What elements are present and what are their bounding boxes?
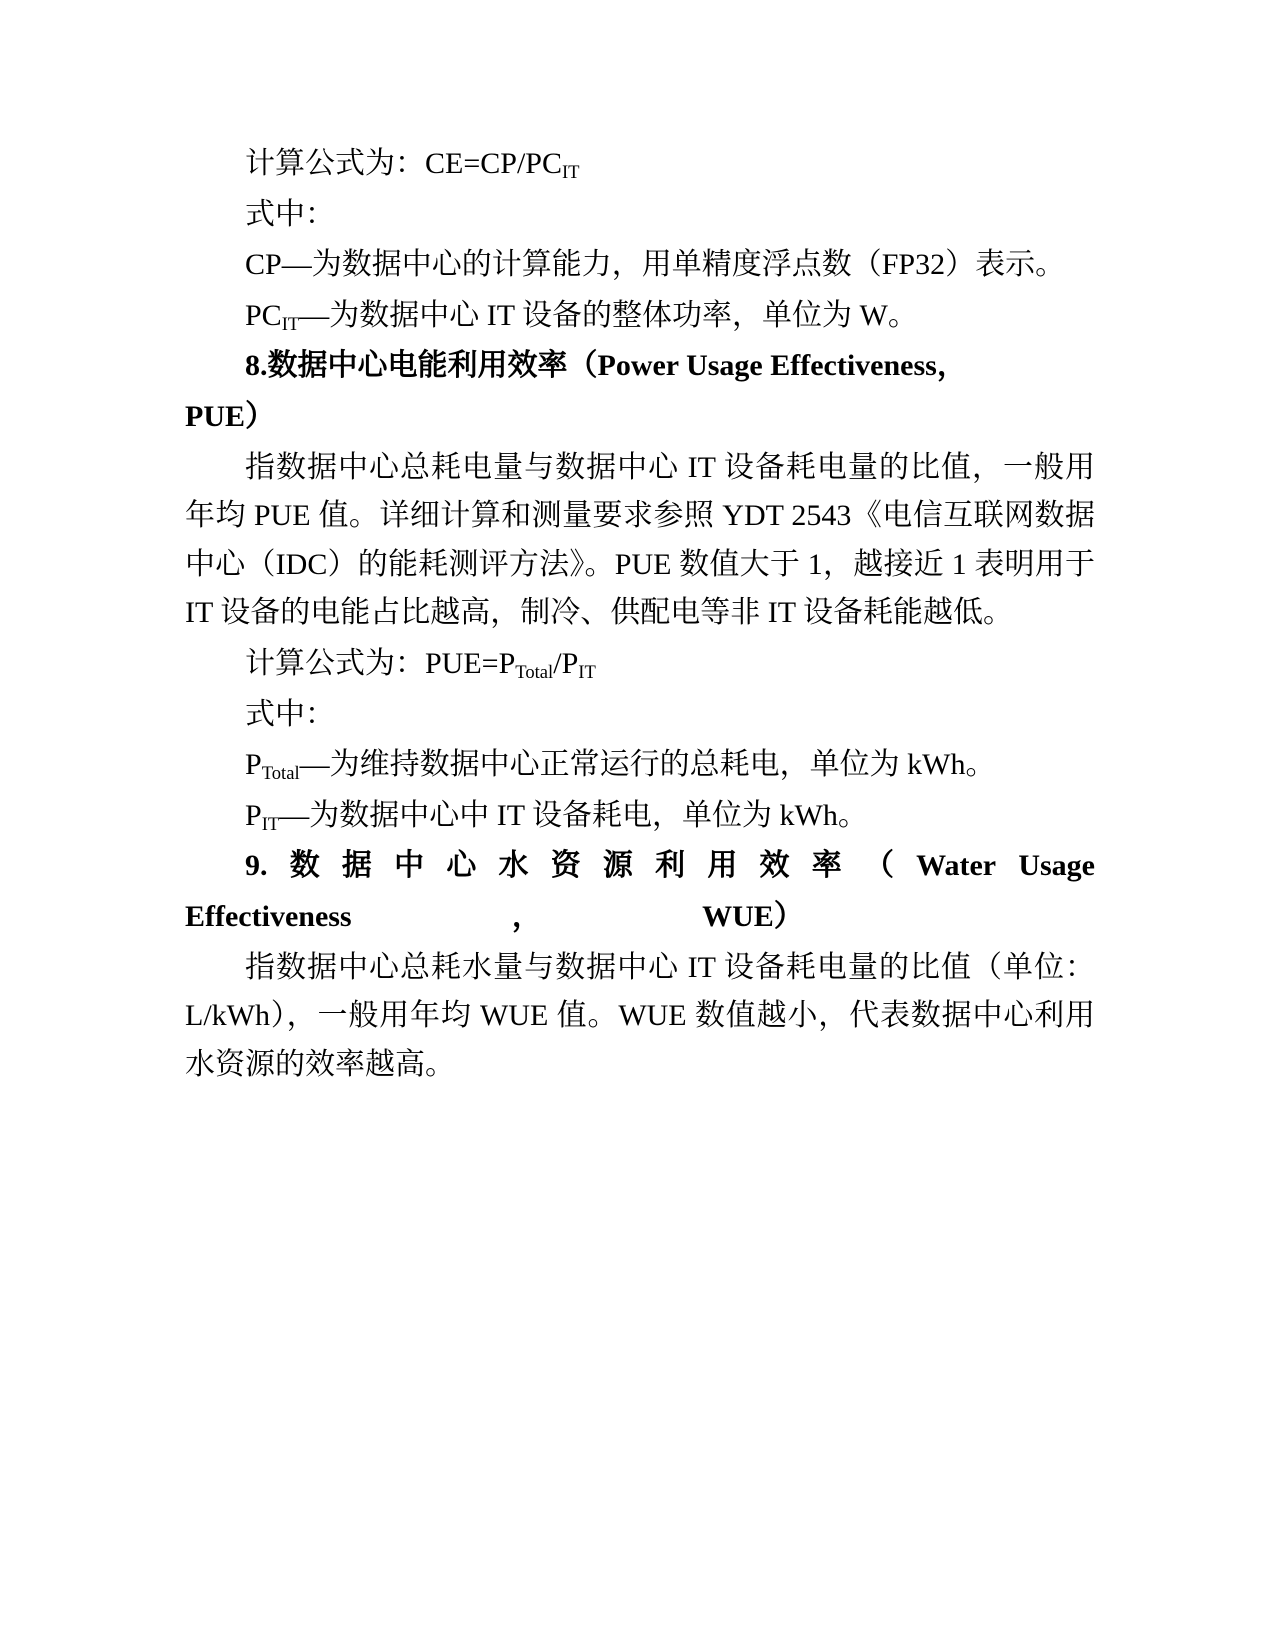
pue-formula-sub-it: IT — [578, 662, 596, 684]
pue-formula-sub-total: Total — [515, 662, 554, 684]
pcit-label: PC — [245, 298, 282, 332]
paragraph-pue-formula — [185, 640, 1095, 689]
h9-part-7: 资 — [550, 849, 581, 883]
paragraph-cp-definition: CP—为数据中心的计算能力，用单精度浮点数（FP32）表示。 — [245, 248, 1066, 282]
h9-part-2: 数 — [289, 849, 320, 883]
pcit-subscript: IT — [281, 313, 300, 335]
heading-section-8-line2: PUE） — [185, 399, 275, 433]
h9-part-1: 9. — [245, 849, 268, 883]
h9-part-14: Water — [916, 849, 997, 883]
paragraph-pit-definition — [185, 792, 1095, 841]
h9-part-6: 水 — [498, 849, 529, 883]
paragraph-ptotal-definition — [185, 741, 1095, 790]
paragraph-pue-body: 指数据中心总耗电量与数据中心 IT 设备耗电量的比值，一般用年均 PUE 值。详细计算和测量要求参照 YDT 2543《电信互联网数据中心（IDC）的能耗测评方法》。PUE 数值大于 1，越接近 1 表明用于 IT 设备的电能占比越高，制冷、供配电等非 IT 设备耗能越低。 — [185, 450, 1095, 630]
heading-section-9-line1 — [185, 842, 1095, 891]
ce-formula-subscript: IT — [561, 162, 580, 184]
ptotal-subscript: Total — [261, 763, 300, 785]
h9-part-4: 中 — [394, 849, 425, 883]
pit-subscript: IT — [261, 813, 280, 835]
heading-section-9-line2 — [185, 893, 804, 942]
h9-part-8: 源 — [602, 849, 633, 883]
paragraph-shizhong-2: 式中： — [245, 697, 335, 731]
paragraph-shizhong-1: 式中： — [245, 197, 335, 231]
paragraph-wue-body: 指数据中心总耗水量与数据中心 IT 设备耗电量的比值（单位：L/kWh），一般用年均 WUE 值。WUE 数值越小，代表数据中心利用水资源的效率越高。 — [185, 950, 1095, 1081]
pcit-text: —为数据中心 IT 设备的整体功率，单位为 W。 — [299, 298, 918, 332]
h9b-part-2: ， — [511, 899, 542, 933]
pue-formula-mid: /P — [553, 646, 579, 680]
h9-part-3: 据 — [341, 849, 372, 883]
document-body — [185, 140, 1095, 1089]
h9-part-13: （ — [863, 849, 894, 883]
paragraph-ce-formula — [185, 140, 1095, 189]
ptotal-label: P — [245, 748, 262, 782]
ce-formula-text: 计算公式为：CE=CP/PC — [245, 147, 562, 180]
h9-part-11: 效 — [759, 849, 790, 883]
h9-part-5: 心 — [446, 849, 477, 883]
ptotal-text: —为维持数据中心正常运行的总耗电，单位为 kWh。 — [299, 748, 996, 782]
h9-part-9: 利 — [655, 849, 686, 883]
h9b-part-1: Effectiveness — [185, 899, 352, 933]
h9b-part-3: WUE） — [702, 899, 804, 933]
pit-label: P — [245, 798, 262, 832]
pue-formula-pre: 计算公式为：PUE=P — [245, 646, 516, 680]
h9-part-12: 率 — [811, 849, 842, 883]
pit-text: —为数据中心中 IT 设备耗电，单位为 kWh。 — [279, 798, 868, 832]
h9-part-15: Usage — [1018, 849, 1095, 883]
heading-section-8-line1: 8.数据中心电能利用效率（Power Usage Effectiveness， — [245, 349, 967, 383]
paragraph-pcit-definition — [185, 292, 1095, 341]
h9-part-10: 用 — [707, 849, 738, 883]
